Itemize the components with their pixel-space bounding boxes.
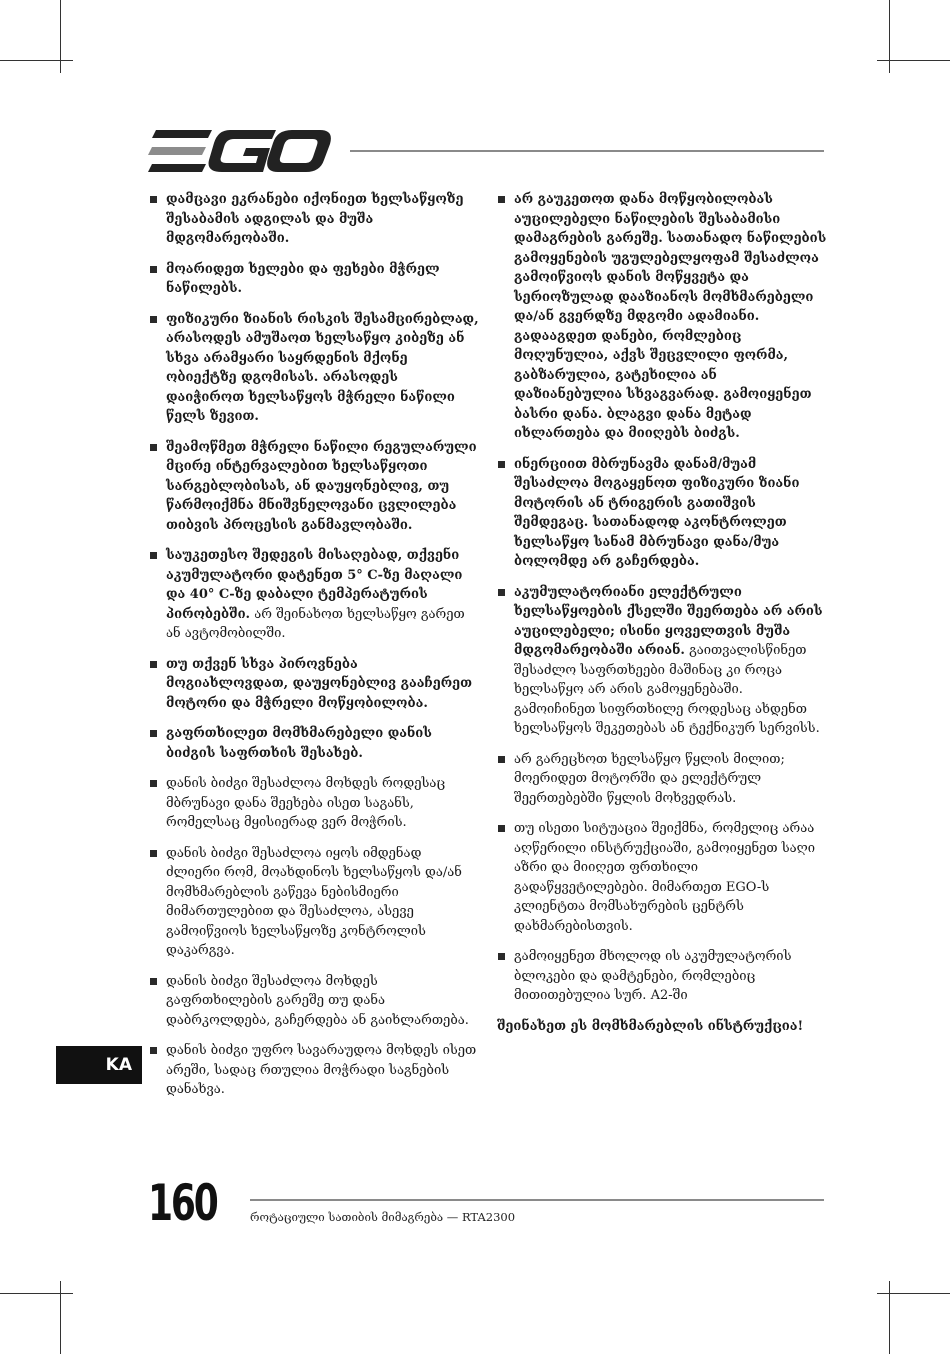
list-item: შეამოწმეთ მჭრელი ნაწილი რეგულარული მცირე ინტერვალებით ხელსაწყოთი სარგებლობისას, ან დაუყონებლივ, თუ წარმოიქმნა მნიშვნელოვანი ცვლილება თიბვის პროცესის განმავლობაში.	[149, 438, 479, 536]
footer-text: როტაციული სათიბის მიმაგრება — RTA2300	[250, 1210, 516, 1224]
list-item: დანის ბიძგი შესაძლოა მოხდეს გაფრთხილების გარეშე თუ დანა დაბრკოლდება, გაჩერდება ან გაიხლართება.	[149, 972, 479, 1031]
crop-mark	[877, 1293, 950, 1294]
left-column	[149, 190, 479, 1111]
list-item: თუ ისეთი სიტუაცია შეიქმნა, რომელიც არაა აღწერილი ინსტრუქციაში, გამოიყენეთ საღი აზრი და მიიღეთ ფრთხილი გადაწყვეტილებები. მიმართეთ EGO-ს კლიენტთა მომსახურების ცენტრს დახმარებისთვის.	[497, 819, 827, 936]
crop-mark	[60, 1281, 61, 1354]
list-item: საუკეთესო შედეგის მისაღებად, თქვენი აკუმულატორი დატენეთ 5° C-ზე მაღალი და 40° C-ზე დაბალი ტემპერატურის პირობებში. არ შეინახოთ ხელსაწყო გარეთ ან ავტომობილში.	[149, 546, 479, 644]
page-number: 160	[148, 1174, 217, 1232]
crop-mark	[877, 60, 950, 61]
closing-note: შეინახეთ ეს მომხმარებლის ინსტრუქცია!	[497, 1018, 804, 1034]
crop-mark	[60, 0, 61, 73]
list-item: ინერციით მბრუნავმა დანამ/მუამ შესაძლოა მოგაყენოთ ფიზიკური ზიანი მოტორის ან ტრიგერის გათიშვის შემდეგაც. სათანადოდ აკონტროლეთ ხელსაწყო სანამ მბრუნავი დანა/მუა ბოლომდე არ გაჩერდება.	[497, 455, 827, 572]
list-item: მოარიდეთ ხელები და ფეხები მჭრელ ნაწილებს.	[149, 260, 479, 299]
header-rule	[350, 150, 824, 152]
list-item: თუ თქვენ სხვა პიროვნება მოგიახლოვდათ, დაუყონებლივ გააჩერეთ მოტორი და მჭრელი მოწყობილობა.	[149, 655, 479, 714]
crop-mark	[0, 60, 73, 61]
list-item: აკუმულატორიანი ელექტრული ხელსაწყოების ქსელში შეერთება არ არის აუცილებელი; ისინი ყოველთვის მუშა მდგომარეობაში არიან. გაითვალისწინეთ შესაძლო საფრთხეები მაშინაც კი როცა ხელსაწყო არ არის გამოყენებაში. გამოიჩინეთ სიფრთხილე როდესაც ახდენთ ხელსაწყოს შეკეთებას ან ტექნიკურ სერვისს.	[497, 583, 827, 739]
list-item: დანის ბიძგი შესაძლოა მოხდეს როდესაც მბრუნავი დანა შეეხება ისეთ საგანს, რომელსაც მყისიერად ვერ მოჭრის.	[149, 774, 479, 833]
list-item: არ გაუკეთოთ დანა მოწყობილობას აუცილებელი ნაწილების შესაბამისი დამაგრების გარეშე. სათანადო ნაწილების გამოყენების უგულებელყოფამ შესაძლოა გამოიწვიოს დანის მოწყვეტა და სერიოზულად დააზიანოს მომხმარებელი და/ან გვერდზე მდგომი ადამიანი. გადააგდეთ დანები, რომლებიც მოღუნულია, აქვს შეცვლილი ფორმა, გაბზარულია, გატეხილია ან დაზიანებულია სხვაგვარად. გამოიყენეთ ბასრი დანა. ბლაგვი დანა მეტად იხლართება და მიიღებს ბიძგს.	[497, 190, 827, 444]
right-column	[497, 190, 827, 1036]
crop-mark	[889, 0, 890, 73]
list-item: დანის ბიძგი შესაძლოა იყოს იმდენად ძლიერი რომ, მოახდინოს ხელსაწყოს და/ან მომხმარებლის გაწევა ნებისმიერი მიმართულებით და შესაძლოა, ასევე გამოიწვიოს ხელსაწყოზე კონტროლის დაკარგვა.	[149, 844, 479, 961]
list-item: დამცავი ეკრანები იქონიეთ ხელსაწყოზე შესაბამის ადგილას და მუშა მდგომარეობაში.	[149, 190, 479, 249]
crop-mark	[889, 1281, 890, 1354]
crop-mark	[0, 1293, 73, 1294]
list-item: ფიზიკური ზიანის რისკის შესამცირებლად, არასოდეს ამუშაოთ ხელსაწყო კიბეზე ან სხვა არამყარი საყრდენის მქონე ობიექტზე დგომისას. არასოდეს დაიჭიროთ ხელსაწყოს მჭრელი ნაწილი წელს ზევით.	[149, 310, 479, 427]
language-tab: KA	[56, 1046, 142, 1084]
ego-logo	[148, 128, 333, 174]
list-item: დანის ბიძგი უფრო სავარაუდოა მოხდეს ისეთ არეში, სადაც რთულია მოჭრადი საგნების დანახვა.	[149, 1041, 479, 1100]
footer-rule	[250, 1199, 824, 1201]
list-item: გამოიყენეთ მხოლოდ ის აკუმულატორის ბლოკები და დამტენები, რომლებიც მითითებულია სურ. A2-ში	[497, 947, 827, 1006]
list-item: გაფრთხილეთ მომხმარებელი დანის ბიძგის საფრთხის შესახებ.	[149, 724, 479, 763]
list-item: არ გარეცხოთ ხელსაწყო წყლის მილით; მოერიდეთ მოტორში და ელექტრულ შეერთებებში წყლის მოხვედრას.	[497, 750, 827, 809]
